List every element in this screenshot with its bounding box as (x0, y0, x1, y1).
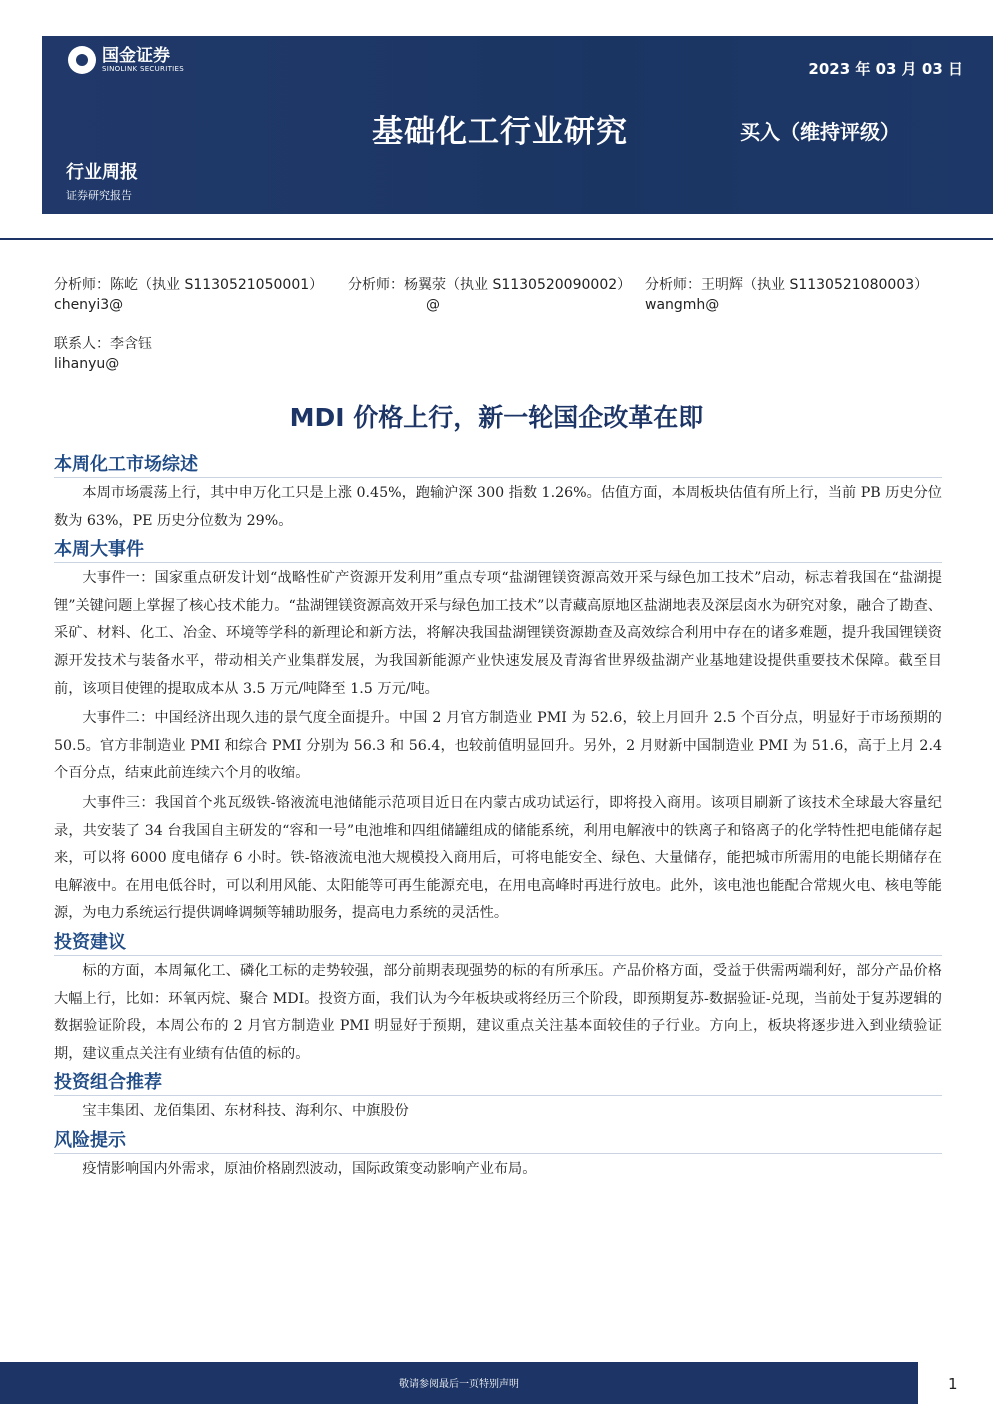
analyst-1 (54, 274, 323, 313)
paragraph: 宝丰集团、龙佰集团、东材科技、海利尔、中旗股份 (82, 1103, 409, 1120)
paragraph: 本周市场震荡上行，其中申万化工只是上涨 0.45%，跑输沪深 300 指数 1.26%。估值方面，本周板块估值有所上行，当前 PB 历史分位数为 63%，PE 历史分位数为 29%。 (54, 485, 942, 529)
analyst-name: 分析师：杨翼荥（执业 S1130520090002） (348, 277, 632, 293)
paragraph: 大事件一：国家重点研发计划“战略性矿产资源开发利用”重点专项“盐湖锂镁资源高效开采与绿色加工技术”启动，标志着我国在“盐湖提锂”关键问题上掌握了核心技术能力。“盐湖锂镁资源高效开采与绿色加工技术”以青藏高原地区盐湖地表及深层卤水为研究对象，融合了勘查、采矿、材料、化工、冶金、环境等学科的新理论和新方法，将解决我国盐湖锂镁资源勘查及高效综合利用中存在的诸多难题，提升我国锂镁资源开发技术与装备水平，带动相关产业集群发展，为我国新能源产业快速发展及青海省世界级盐湖产业基地建设提供重要技术保障。截至目前，该项目使锂的提取成本从 3.5 万元/吨降至 1.5 万元/吨。 (54, 570, 942, 697)
report-headline: MDI 价格上行，新一轮国企改革在即 (289, 403, 704, 432)
section-title: 本周大事件 (54, 537, 942, 563)
section-major-events (54, 537, 942, 928)
section-risk (54, 1128, 942, 1184)
analyst-name: 分析师：陈屹（执业 S1130521050001） (54, 277, 324, 293)
section-portfolio (54, 1070, 942, 1126)
logo-mark-icon (68, 46, 96, 74)
analyst-name: 分析师：王明辉（执业 S1130521080003） (645, 277, 929, 293)
section-investment-advice (54, 930, 942, 1068)
report-type: 行业周报 (66, 162, 138, 183)
section-title: 投资组合推荐 (54, 1070, 942, 1096)
analyst-3 (645, 274, 928, 313)
section-title: 本周化工市场综述 (54, 452, 942, 478)
section-market-review (54, 452, 942, 535)
section-title: 投资建议 (54, 930, 942, 956)
paragraph: 疫情影响国内外需求，原油价格剧烈波动，国际政策变动影响产业布局。 (82, 1160, 537, 1177)
report-body (54, 452, 942, 1185)
analyst-email[interactable]: wangmh@ (645, 297, 720, 313)
logo-name-cn: 国金证券 (102, 45, 170, 66)
page-number: 1 (948, 1375, 958, 1393)
analyst-email[interactable]: chenyi3@ (54, 297, 124, 313)
contact-person (54, 333, 152, 372)
report-date: 2023 年 03 月 03 日 (808, 60, 963, 78)
analyst-email[interactable]: @ (426, 297, 440, 313)
footer-disclaimer: 敬请参阅最后一页特别声明 (399, 1379, 519, 1390)
paragraph: 标的方面，本周氟化工、磷化工标的走势较强，部分前期表现强势的标的有所承压。产品价格方面，受益于供需两端利好，部分产品价格大幅上行，比如：环氧丙烷、聚合 MDI。投资方面，我们认为今年板块或将经历三个阶段，即预期复苏-数据验证-兑现，当前处于复苏逻辑的数据验证阶段，本周公布的 2 月官方制造业 PMI 明显好于预期，建议重点关注基本面较佳的子行业。方向上，板块将逐步进入到业绩验证期，建议重点关注有业绩有估值的标的。 (54, 962, 942, 1062)
logo-name-en: SINOLINK SECURITIES (102, 64, 184, 73)
company-logo (68, 46, 184, 74)
report-subtype: 证券研究报告 (66, 189, 132, 202)
rating-label: 买入（维持评级） (740, 120, 900, 144)
contact-name: 联系人：李含钰 (54, 336, 152, 352)
contact-email[interactable]: lihanyu@ (54, 356, 120, 372)
section-title: 风险提示 (54, 1128, 942, 1154)
paragraph: 大事件三：我国首个兆瓦级铁-铬液流电池储能示范项目近日在内蒙古成功试运行，即将投入商用。该项目刷新了该技术全球最大容量纪录，共安装了 34 台我国自主研发的“容和一号”电池堆和四组储罐组成的储能系统，利用电解液中的铁离子和铬离子的化学特性把电能储存起来，可以将 6000 度电储存 6 小时。铁-铬液流电池大规模投入商用后，可将电能安全、绿色、大量储存，能把城市所需用的电能长期储存在电解液中。在用电低谷时，可以利用风能、太阳能等可再生能源充电，在用电高峰时再进行放电。此外，该电池也能配合常规火电、核电等能源，为电力系统运行提供调峰调频等辅助服务，提高电力系统的灵活性。 (54, 794, 942, 922)
header-divider (0, 238, 993, 240)
report-title: 基础化工行业研究 (372, 114, 628, 150)
paragraph: 大事件二：中国经济出现久违的景气度全面提升。中国 2 月官方制造业 PMI 为 52.6，较上月回升 2.5 个百分点，明显好于市场预期的 50.5。官方非制造业 PMI 和综合 PMI 分别为 56.3 和 56.4，也较前值明显回升。另外，2 月财新中国制造业 PMI 为 51.6，高于上月 2.4 个百分点，结束此前连续六个月的收缩。 (54, 710, 942, 782)
analyst-2 (348, 274, 631, 313)
